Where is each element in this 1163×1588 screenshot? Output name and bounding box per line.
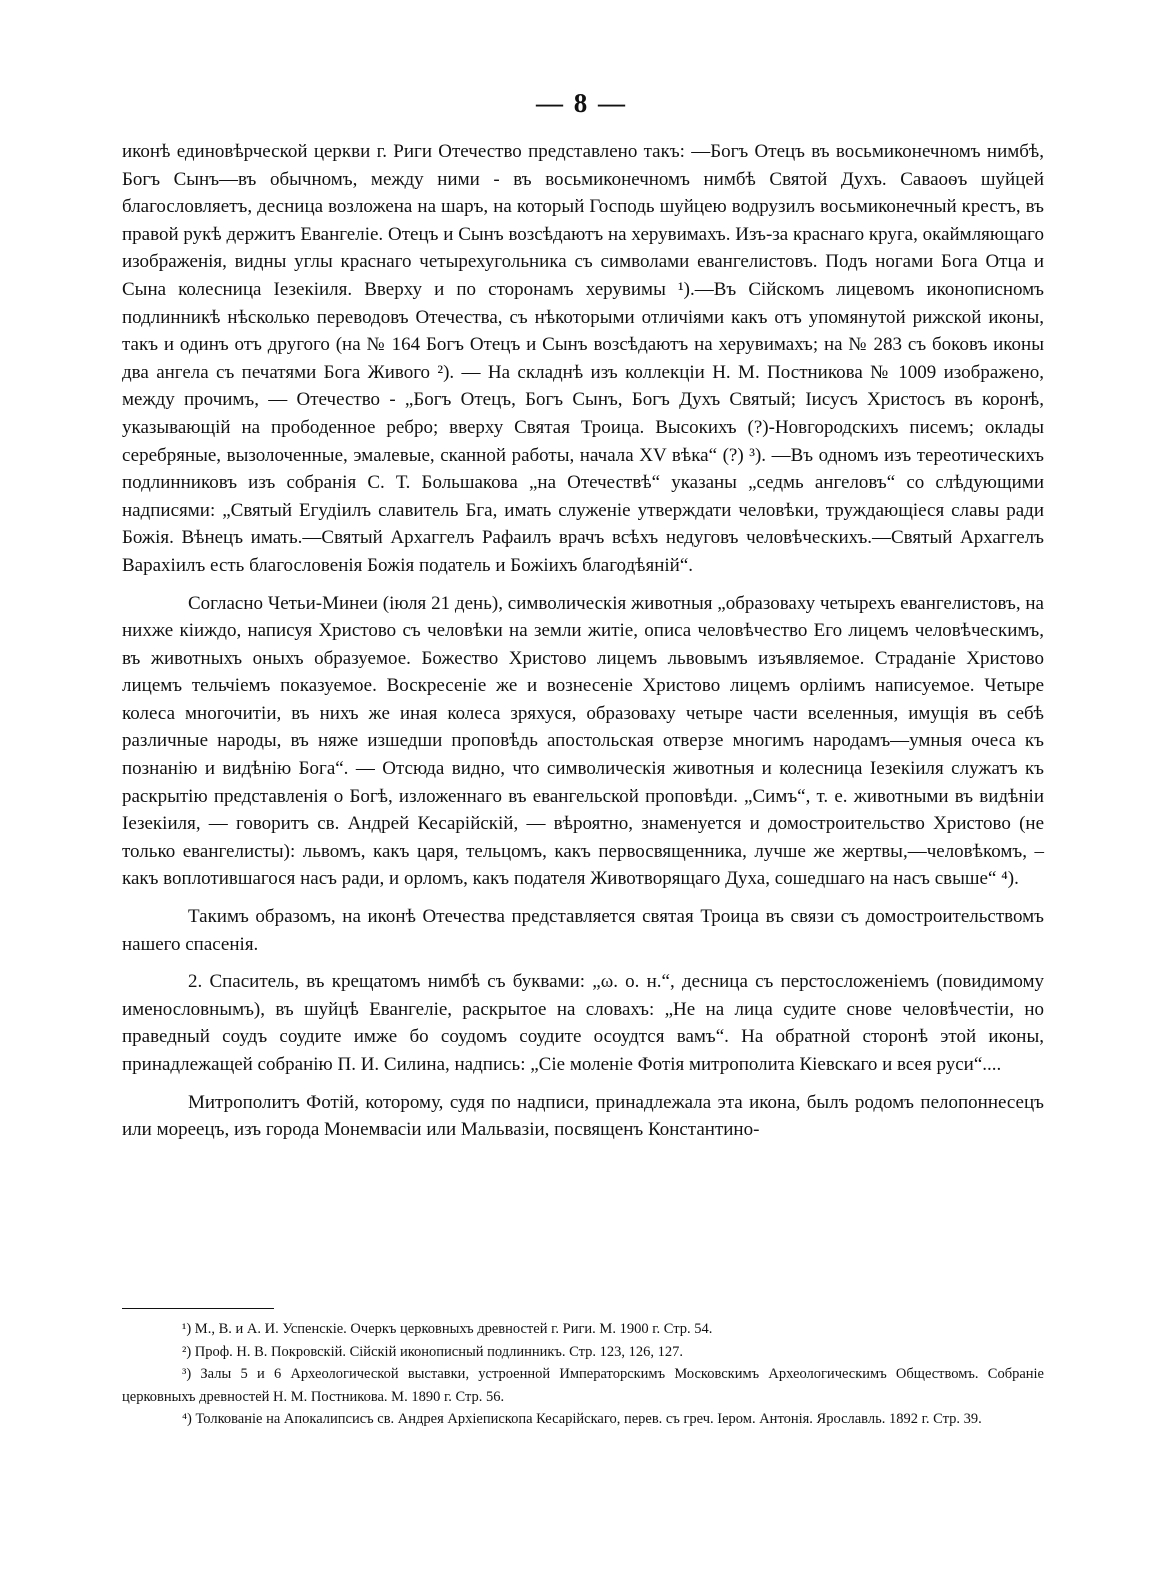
paragraph-continued: иконѣ единовѣрческой церкви г. Риги Отечество представлено такъ: —Богъ Отецъ въ восьмиконечномъ нимбѣ, Богъ Сынъ—въ обычномъ, между ними - въ восьмиконечномъ нимбѣ Святой Духъ. Саваоѳъ шуйцей благословляетъ, десница возложена на шаръ, на который Господь шуйцею водрузилъ восьмиконечный крестъ, въ правой рукѣ держитъ Евангеліе. Отецъ и Сынъ возсѣдаютъ на херувимахъ. Изъ-за краснаго круга, окаймляющаго изображенія, видны углы краснаго четырехугольника съ символами евангелистовъ. Подъ ногами Бога Отца и Сына колесница Іезекіиля. Вверху и по сторонамъ херувимы ¹).—Въ Сійскомъ лицевомъ иконописномъ подлинникѣ нѣсколько переводовъ Отечества, съ нѣкоторыми отличіями какъ отъ упомянутой рижской иконы, такъ и одинъ отъ другого (на № 164 Богъ Отецъ и Сынъ возсѣдаютъ на херувимахъ; на № 283 съ боковъ иконы два ангела съ печатями Бога Живого ²). — На складнѣ изъ коллекціи Н. М. Постникова № 1009 изображено, между прочимъ, — Отечество - „Богъ Отецъ, Богъ Сынъ, Богъ Духъ Святый; Іисусъ Христосъ въ коронѣ, указывающій на прободенное ребро; вверху Святая Троица. Высокихъ (?)-Новгородскихъ писемъ; оклады серебряные, вызолоченные, эмалевые, сканной работы, начала XV вѣка“ (?) ³). —Въ одномъ изъ тереотическихъ подлинниковъ изъ собранія С. Т. Большакова „на Отечествѣ“ указаны „седмь ангеловъ“ со слѣдующими надписями: „Святый Егудіилъ славитель Бга, имать служеніе утверждати человѣки, труждающіеся славы ради Божія. Вѣнецъ имать.—Святый Архаггелъ Рафаилъ врачъ всѣхъ недуговъ человѣческихъ.—Святый Архаггелъ Варахіилъ есть благословенія Божія податель и Божіихъ благодѣяній“.	[122, 141, 1044, 576]
paragraph-photius: Митрополитъ Фотій, которому, судя по надписи, принадлежала эта икона, былъ родомъ пелопоннесецъ или мореецъ, изъ города Монемвасіи или Мальвазіи, посвященъ Константино-	[122, 1091, 1044, 1141]
paragraph-chetyi-minei: Согласно Четьи-Минеи (іюля 21 день), символическія животныя „образоваху четырехъ евангелистовъ, на нихже кіиждо, написуя Христово съ человѣки на земли житіе, описа человѣчество Его лицемъ человѣческимъ, въ животныхъ оныхъ образуемое. Божество Христово лицемъ львовымъ изъявляемое. Страданіе Христово лицемъ тельчіемъ показуемое. Воскресеніе же и вознесеніе Христово лицемъ орліимъ написуемое. Четыре колеса многочитіи, въ нихъ же иная колеса зряхуся, образоваху четыре части вселенныя, имущія въ себѣ различные народы, въ няже изшедши проповѣдь апостольская отверзе многимъ народамъ—умныя очеса къ познанію и видѣнію Бога“. — Отсюда видно, что символическія животныя и колесница Іезекіиля служатъ къ раскрытію представленія о Богѣ, изложеннаго въ евангельской проповѣди. „Симъ“, т. е. животными въ видѣніи Іезекіиля, — говоритъ св. Андрей Кесарійскій, — вѣроятно, знаменуется и домостроительство Христово (не только евангелисты): львомъ, какъ царя, тельцомъ, какъ первосвященника, лучше же жертвы,—человѣкомъ, – какъ воплотившагося насъ ради, и орломъ, какъ подателя Животворящаго Духа, сошедшаго на насъ свыше“ ⁴).	[122, 592, 1044, 890]
footnote-1: ¹) М., В. и А. И. Успенскіе. Очеркъ церковныхъ древностей г. Риги. М. 1900 г. Стр. 54.	[182, 1321, 713, 1337]
paragraph-saviour: 2. Спаситель, въ крещатомъ нимбѣ съ буквами: „ω. о. н.“, десница съ перстосложеніемъ (повидимому именословнымъ), въ шуйцѣ Евангеліе, раскрытое на словахъ: „Не на лица судите снове человѣчестіи, но праведный соудъ соудите имже бо соудомъ соудите осоудтся вамъ“. На обратной сторонѣ этой иконы, принадлежащей собранію П. И. Силина, надпись: „Сіе моленіе Фотія митрополита Кіевскаго и всея руси“....	[122, 971, 1044, 1075]
paragraph-summary: Такимъ образомъ, на иконѣ Отечества представляется святая Троица въ связи съ домостроительствомъ нашего спасенія.	[122, 906, 1044, 955]
footnote-2: ²) Проф. Н. В. Покровскій. Сійскій иконописный подлинникъ. Стр. 123, 126, 127.	[182, 1343, 684, 1360]
footnote-divider	[122, 1308, 274, 1309]
footnotes	[122, 1318, 1044, 1431]
footnote-3: ³) Залы 5 и 6 Археологической выставки, устроенной Императорскимъ Московскимъ Археологическимъ Обществомъ. Собраніе церковныхъ древностей Н. М. Постникова. М. 1890 г. Стр. 56.	[122, 1366, 1044, 1405]
body-text	[122, 138, 1044, 1154]
page-number: — 8 —	[536, 88, 627, 118]
footnote-4: ⁴) Толкованіе на Апокалипсисъ св. Андрея Архіепископа Кесарійскаго, перев. съ греч. Іером. Антонія. Ярославль. 1892 г. Стр. 39.	[182, 1411, 982, 1427]
